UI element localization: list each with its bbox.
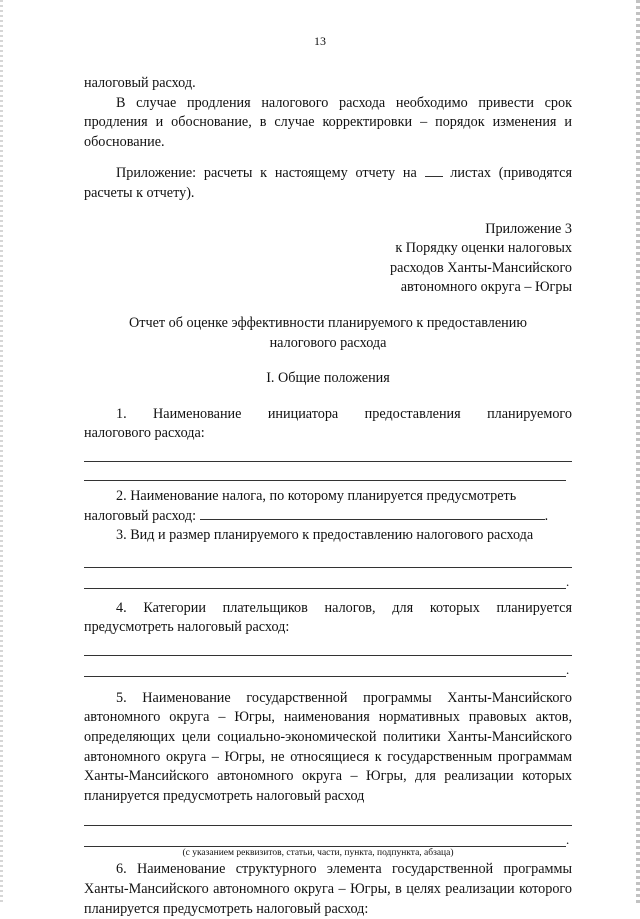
fill-line[interactable] (84, 662, 572, 677)
item-2-end: . (544, 507, 549, 524)
sheet-count-blank (425, 164, 443, 177)
appendix-header-line: Приложение 3 (485, 220, 572, 237)
fill-line[interactable] (84, 810, 572, 826)
paragraph-continuation: налоговый расход. (84, 75, 196, 91)
report-title-line: налогового расхода (269, 334, 387, 351)
item-1-word: предоставления (364, 405, 461, 422)
fill-line[interactable] (84, 640, 572, 656)
page-number: 13 (314, 34, 326, 48)
item-1-line2: налогового расхода: (84, 425, 205, 442)
attachment-note (84, 164, 572, 203)
attachment-note-before: Приложение: расчеты к настоящему отчету на (116, 165, 417, 182)
item-5-text: 5. Наименование государственной программы Ханты-Мансийского автономного округа – Югры, наименования нормативных правовых актов, определяющих цели социально-экономической политики Ханты-Мансийского автономного округа – Югры, не относящиеся к государственным программам Ханты-Мансийского автономного округа – Югры, для реализации которых планируется предусмотреть налоговый расход (84, 689, 572, 804)
item-1-word: Наименование (153, 405, 242, 422)
fill-line[interactable] (84, 574, 572, 589)
item-2-label: налоговый расход: (84, 507, 197, 524)
section-heading: I. Общие положения (266, 370, 390, 387)
attachment-note-after: листах (приводятся расчеты к отчету). (84, 165, 573, 201)
item-5-caption: (с указанием реквизитов, статьи, части, пункта, подпункта, абзаца) (182, 848, 454, 859)
item-3-text: 3. Вид и размер планируемого к предоставлению налогового расхода (116, 527, 534, 544)
item-1-word: 1. (116, 405, 127, 422)
item-1-line1 (84, 405, 572, 425)
appendix-header (314, 220, 572, 298)
fill-line[interactable] (84, 446, 572, 462)
report-title-line: Отчет об оценке эффективности планируемого к предоставлению (129, 314, 527, 331)
tax-name-field[interactable] (200, 507, 545, 520)
fill-line[interactable] (84, 832, 572, 847)
item-6-text: 6. Наименование структурного элемента государственной программы Ханты-Мансийского автономного округа – Югры, в целях реализации которого планируется предусмотреть налоговый расход: (84, 861, 572, 917)
item-1-word: планируемого (487, 405, 572, 422)
appendix-header-line: автономного округа – Югры (400, 279, 572, 296)
item-2-line2 (84, 507, 572, 527)
item-2-line1: 2. Наименование налога, по которому планируется предусмотреть (116, 487, 517, 504)
appendix-header-line: расходов Ханты-Мансийского (390, 259, 572, 276)
paragraph-extension: В случае продления налогового расхода необходимо привести срок продления и обоснование, в случае корректировки – порядок изменения и обоснование. (84, 94, 572, 150)
line-end-dot: . (566, 661, 570, 677)
scan-edge-left (0, 0, 3, 905)
report-title (84, 314, 572, 353)
document-body (84, 74, 572, 919)
line-end-dot: . (566, 832, 570, 848)
item-1-word: инициатора (267, 405, 339, 422)
fill-line[interactable] (84, 466, 572, 481)
fill-line[interactable] (84, 552, 572, 568)
scan-edge-right (636, 0, 640, 905)
appendix-header-line: к Порядку оценки налоговых (395, 240, 572, 257)
item-4-text: 4. Категории плательщиков налогов, для которых планируется предусмотреть налоговый расход: (84, 599, 572, 636)
line-end-dot: . (566, 573, 570, 589)
